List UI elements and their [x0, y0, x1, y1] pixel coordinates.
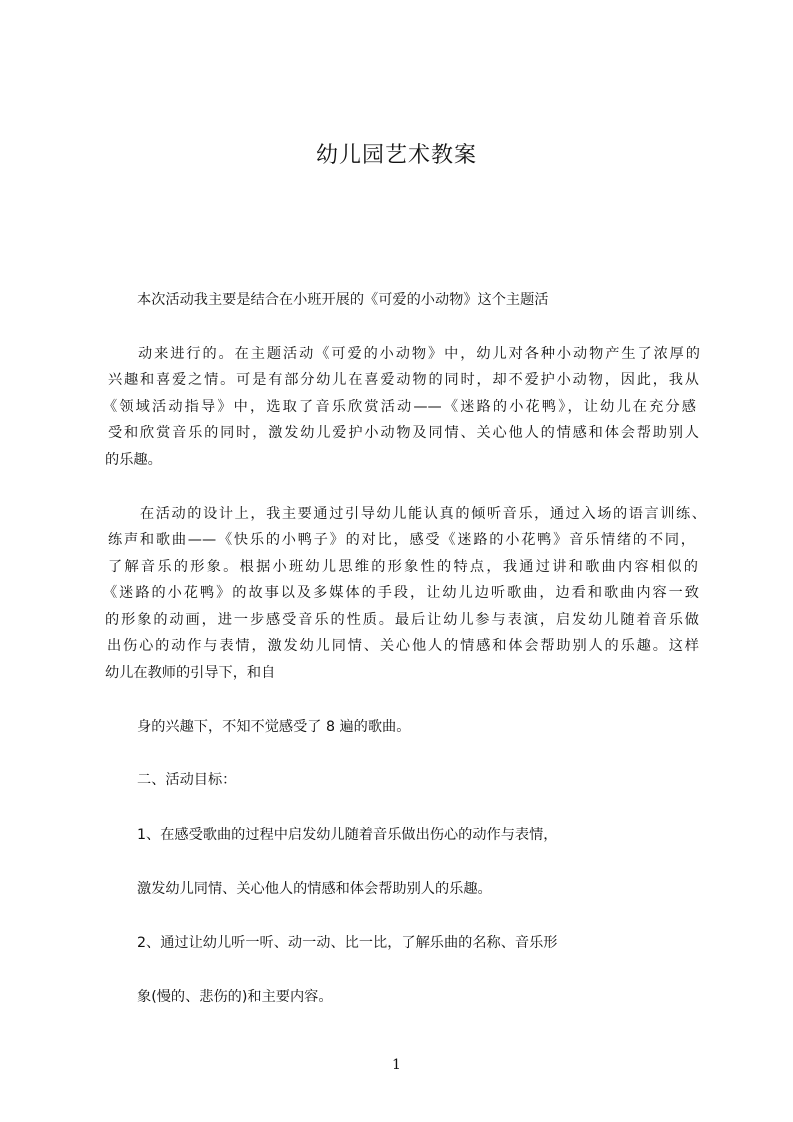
goal-2-line-1: 2、通过让幼儿听一听、动一动、比一比，了解乐曲的名称、音乐形: [137, 935, 558, 951]
goal-1-line-1: 1、在感受歌曲的过程中启发幼儿随着音乐做出伤心的动作与表情，: [137, 827, 558, 843]
paragraph-2-line-2: 兴趣和喜爱之情。可是有部分幼儿在喜爱动物的同时，却不爱护小动物，因此，我从: [108, 372, 699, 388]
paragraph-4-line-1: 身的兴趣下，不知不觉感受了 8 遍的歌曲。: [137, 719, 411, 735]
paragraph-3-line-6: 出伤心的动作与表情，激发幼儿同情、关心他人的情感和体会帮助别人的乐趣。这样: [107, 638, 699, 654]
goal-2-line-2: 象(慢的、悲伤的)和主要内容。: [137, 989, 333, 1005]
paragraph-3-line-3: 了解音乐的形象。根据小班幼儿思维的形象性的特点，我通过讲和歌曲内容相似的: [108, 559, 698, 575]
page-number: 1: [392, 1057, 401, 1073]
paragraph-3-line-4: 《迷路的小花鸭》的故事以及多媒体的手段，让幼儿边听歌曲，边看和歌曲内容一致: [103, 585, 699, 601]
section-heading-goals: 二、活动目标：: [137, 772, 237, 788]
paragraph-2-line-3: 《领域活动指导》中，选取了音乐欣赏活动——《迷路的小花鸭》，让幼儿在充分感: [103, 399, 696, 415]
paragraph-1-line-1: 本次活动我主要是结合在小班开展的《可爱的小动物》这个主题活: [137, 292, 549, 308]
paragraph-2-line-5: 的乐趣。: [105, 452, 162, 468]
paragraph-3-line-1: 在活动的设计上，我主要通过引导幼儿能认真的倾听音乐，通过入场的语言训练、: [140, 506, 706, 522]
goal-1-line-2: 激发幼儿同情、关心他人的情感和体会帮助别人的乐趣。: [137, 881, 492, 897]
paragraph-3-line-7: 幼儿在教师的引导下，和自: [105, 665, 276, 681]
paragraph-3-line-5: 的形象的动画，进一步感受音乐的性质。最后让幼儿参与表演，启发幼儿随着音乐做: [105, 612, 699, 628]
paragraph-3-line-2: 练声和歌曲——《快乐的小鸭子》的对比，感受《迷路的小花鸭》音乐情绪的不同，: [108, 532, 695, 548]
paragraph-2-line-1: 动来进行的。在主题活动《可爱的小动物》中，幼儿对各种小动物产生了浓厚的: [138, 346, 700, 362]
paragraph-2-line-4: 受和欣赏音乐的同时，激发幼儿爱护小动物及同情、关心他人的情感和体会帮助别人: [108, 425, 699, 441]
page-title: 幼儿园艺术教案: [315, 143, 477, 168]
